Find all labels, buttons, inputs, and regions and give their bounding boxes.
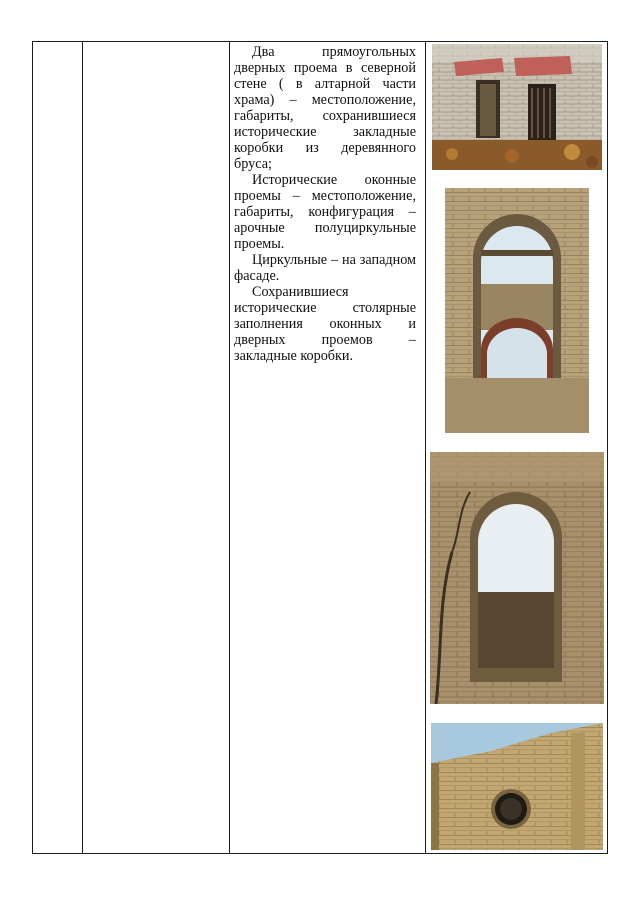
photo-doorways-image [432,44,602,170]
column-divider-2 [229,42,230,853]
photo-circular-window-image [431,723,603,850]
photo-arched-window-1-image [445,188,589,433]
paragraph-joinery: Сохранившиеся исторические столярные заполнения оконных и дверных проемов – закладные коробки. [234,284,416,364]
photo-arched-window-2-image [430,452,604,704]
photo-arched-window-2 [430,452,604,704]
photo-arched-window-1 [445,188,589,433]
paragraph-circular-windows: Циркульные – на западном фасаде. [234,252,416,284]
paragraph-doorways: Два прямоугольных дверных проема в северной стене ( в алтарной части храма) – местоположение, габариты, сохранившиеся исторические закладные коробки из деревянного бруса; [234,44,416,172]
photo-north-wall-doorways [432,44,602,170]
description-cell [234,44,416,364]
column-divider-3 [425,42,426,853]
column-divider-1 [82,42,83,853]
photo-circular-window [431,723,603,850]
paragraph-window-openings: Исторические оконные проемы – местоположение, габариты, конфигурация – арочные полуциркульные проемы. [234,172,416,252]
